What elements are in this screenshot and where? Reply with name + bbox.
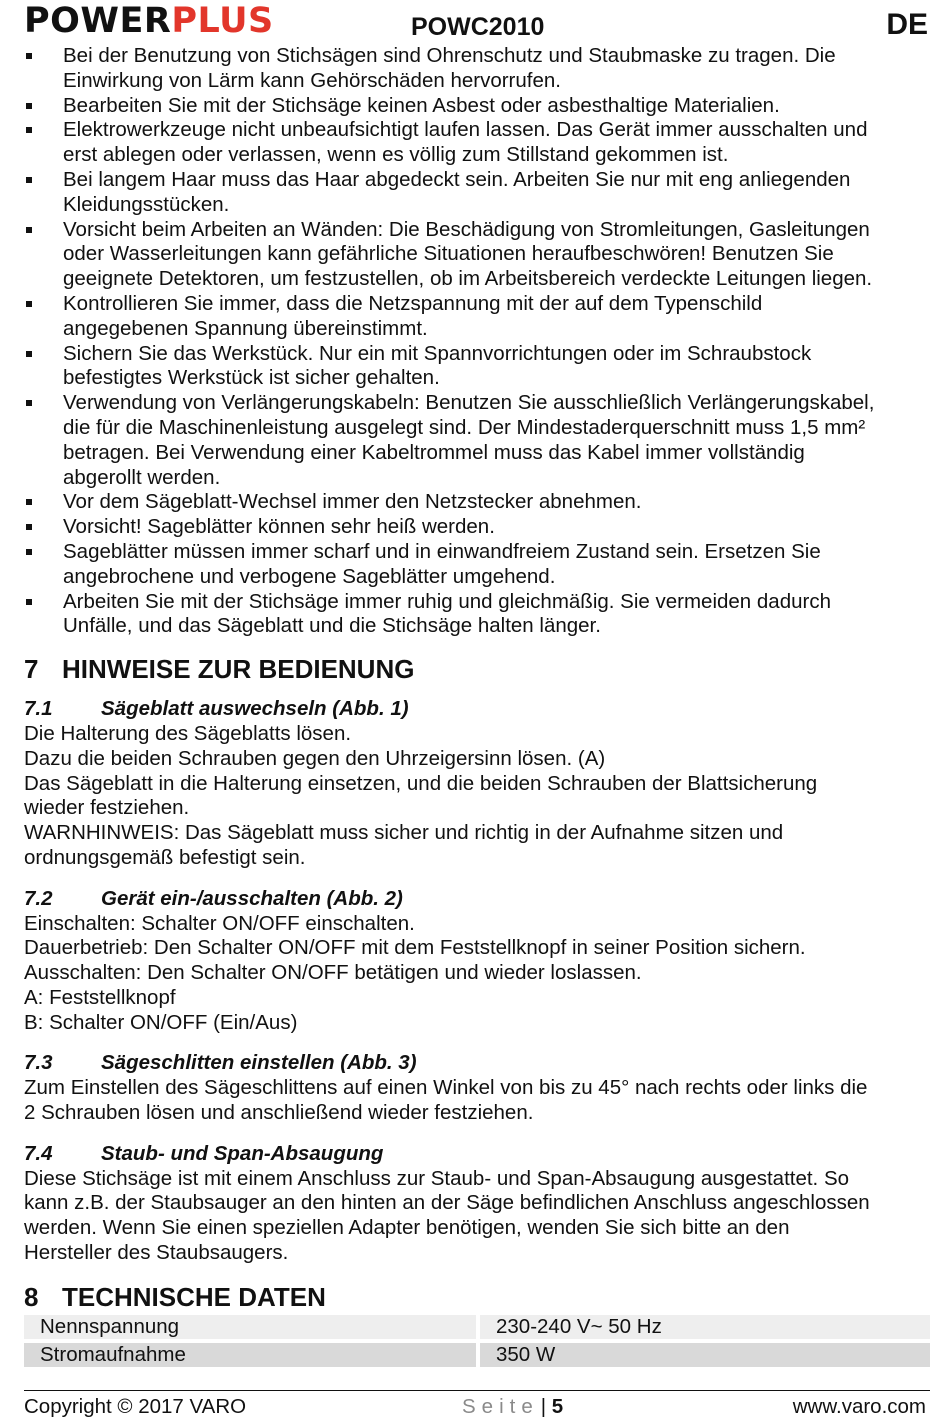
bullet-line: die für die Maschinenleistung ausgelegt sind. Der Mindestaderquerschnitt muss 1,5 mm² [63, 415, 866, 439]
subsection-heading [24, 887, 924, 912]
body-text-line: kann z.B. der Staubsauger an den hinten an der Säge befindlichen Anschluss angeschlossen [24, 1191, 870, 1215]
model-number: POWC2010 [411, 13, 545, 41]
subsection-7-3 [24, 1051, 924, 1125]
bullet-line: Einwirkung von Lärm kann Gehörschäden hervorrufen. [63, 68, 561, 92]
bullet-line: Kontrollieren Sie immer, dass die Netzspannung mit der auf dem Typenschild [63, 291, 763, 315]
bullet-line: Vorsicht beim Arbeiten an Wänden: Die Beschädigung von Stromleitungen, Gasleitungen [63, 217, 870, 241]
section-heading [24, 1281, 924, 1313]
bullet-item [24, 218, 924, 292]
brand-logo [24, 0, 274, 42]
subsection-heading [24, 1142, 924, 1167]
body-text-line: 2 Schrauben lösen und anschließend wieder festziehen. [24, 1101, 534, 1125]
subsection-heading [24, 1051, 924, 1076]
body-text-line: Das Sägeblatt in die Halterung einsetzen, und die beiden Schrauben der Blattsicherung [24, 771, 818, 795]
section-number: 7 [24, 654, 39, 685]
body-text-line: Zum Einstellen des Sägeschlittens auf einen Winkel von bis zu 45° nach rechts oder links die [24, 1076, 868, 1100]
bullet-line: erst ablegen oder verlassen, wenn es völlig zum Stillstand gekommen ist. [63, 143, 729, 167]
subsection-heading [24, 697, 924, 722]
copyright-notice: Copyright © 2017 VARO [24, 1395, 247, 1418]
bullet-line: Bei langem Haar muss das Haar abgedeckt sein. Arbeiten Sie nur mit eng anliegenden [63, 167, 851, 191]
bullet-marker [26, 599, 32, 605]
bullet-line: Unfälle, und das Sägeblatt und die Stichsäge halten länger. [63, 614, 601, 638]
bullet-marker [26, 549, 32, 555]
bullet-line: Verwendung von Verlängerungskabeln: Benutzen Sie ausschließlich Verlängerungskabel, [63, 391, 875, 415]
subsection-number: 7.4 [24, 1141, 53, 1165]
section-8 [24, 1281, 924, 1371]
bullet-marker [26, 127, 32, 133]
bullet-marker [26, 400, 32, 406]
subsection-7-1 [24, 697, 924, 871]
body-text-line: B: Schalter ON/OFF (Ein/Aus) [24, 1010, 298, 1034]
bullet-item [24, 292, 924, 342]
spec-label: Stromaufnahme [24, 1343, 476, 1367]
bullet-line: geeignete Detektoren, um festzustellen, ob im Arbeitsbereich verdeckte Leitungen liegen. [63, 267, 873, 291]
subsection-7-4 [24, 1142, 924, 1266]
body-text-line: Ausschalten: Den Schalter ON/OFF betätigen und wieder loslassen. [24, 961, 642, 985]
body-text-line: WARNHINWEIS: Das Sägeblatt muss sicher und richtig in der Aufnahme sitzen und [24, 821, 784, 845]
subsection-number: 7.2 [24, 886, 53, 910]
subsection-number: 7.3 [24, 1051, 53, 1075]
bullet-line: angebrochene und verbogene Sageblätter umgehend. [63, 564, 556, 588]
bullet-item [24, 118, 924, 168]
subsection-title: Sägeschlitten einstellen (Abb. 3) [101, 1051, 417, 1075]
logo-part-power: POWER [24, 1, 172, 41]
body-text-line: Dazu die beiden Schrauben gegen den Uhrzeigersinn lösen. (A) [24, 746, 606, 770]
body-text-line: wieder festziehen. [24, 796, 190, 820]
bullet-line: angegebenen Spannung übereinstimmt. [63, 316, 428, 340]
bullet-item [24, 590, 924, 640]
bullet-line: befestigtes Werkstück ist sicher gehalten. [63, 366, 440, 390]
bullet-marker [26, 103, 32, 109]
body-text-line: werden. Wenn Sie einen speziellen Adapter benötigen, wenden Sie sich bitte an den [24, 1216, 790, 1240]
bullet-line: Kleidungsstücken. [63, 192, 230, 216]
safety-bullet-list [24, 44, 924, 639]
spec-label: Nennspannung [24, 1315, 476, 1339]
bullet-line: Vorsicht! Sageblätter können sehr heiß werden. [63, 515, 495, 539]
body-text-line: Dauerbetrieb: Den Schalter ON/OFF mit dem Feststellknopf in seiner Position sichern. [24, 936, 806, 960]
subsection-title: Sägeblatt auswechseln (Abb. 1) [101, 697, 409, 721]
spec-row [24, 1343, 930, 1367]
bullet-item [24, 94, 924, 119]
bullet-line: Bearbeiten Sie mit der Stichsäge keinen Asbest oder asbesthaltige Materialien. [63, 93, 780, 117]
bullet-marker [26, 351, 32, 357]
bullet-line: Bei der Benutzung von Stichsägen sind Ohrenschutz und Staubmaske zu tragen. Die [63, 44, 836, 67]
logo-part-plus: PLUS [171, 1, 274, 41]
document-body [24, 44, 924, 1371]
spec-row [24, 1315, 930, 1339]
spec-value: 350 W [480, 1343, 930, 1367]
bullet-line: Arbeiten Sie mit der Stichsäge immer ruhig und gleichmäßig. Sie vermeiden dadurch [63, 589, 831, 613]
page-indicator [462, 1394, 563, 1420]
body-text-line: ordnungsgemäß befestigt sein. [24, 845, 306, 869]
bullet-line: abgerollt werden. [63, 465, 221, 489]
body-text-line: Hersteller des Staubsaugers. [24, 1241, 289, 1265]
bullet-marker [26, 227, 32, 233]
body-text-line: A: Feststellknopf [24, 985, 176, 1009]
page-word: Seite [462, 1395, 539, 1418]
bullet-line: Sageblätter müssen immer scharf und in einwandfreiem Zustand sein. Ersetzen Sie [63, 539, 821, 563]
bullet-line: betragen. Bei Verwendung einer Kabeltrommel muss das Kabel immer vollständig [63, 440, 805, 464]
page-header [0, 0, 950, 44]
bullet-line: Vor dem Sägeblatt-Wechsel immer den Netzstecker abnehmen. [63, 490, 642, 514]
footer-divider [24, 1390, 930, 1391]
bullet-line: Sichern Sie das Werkstück. Nur ein mit Spannvorrichtungen oder im Schraubstock [63, 341, 812, 365]
bullet-item [24, 540, 924, 590]
subsection-title: Gerät ein-/ausschalten (Abb. 2) [101, 886, 403, 910]
bullet-line: Elektrowerkzeuge nicht unbeaufsichtigt laufen lassen. Das Gerät immer ausschalten und [63, 118, 868, 142]
bullet-item [24, 342, 924, 392]
section-heading [24, 653, 924, 685]
website-url: www.varo.com [792, 1395, 926, 1418]
subsection-title: Staub- und Span-Absaugung [101, 1141, 384, 1165]
bullet-marker [26, 499, 32, 505]
body-text-line: Die Halterung des Sägeblatts lösen. [24, 721, 352, 745]
bullet-item [24, 515, 924, 540]
language-code: DE [886, 8, 928, 41]
bullet-item [24, 168, 924, 218]
spec-value: 230-240 V~ 50 Hz [480, 1315, 930, 1339]
bullet-marker [26, 301, 32, 307]
body-text-line: Diese Stichsäge ist mit einem Anschluss zur Staub- und Span-Absaugung ausgestattet. So [24, 1166, 850, 1190]
technical-data-table [24, 1311, 930, 1371]
page-number: 5 [551, 1395, 564, 1418]
bullet-marker [26, 177, 32, 183]
bullet-item [24, 44, 924, 94]
page-separator: | [540, 1395, 547, 1418]
subsection-number: 7.1 [24, 697, 53, 721]
section-title: HINWEISE ZUR BEDIENUNG [62, 654, 415, 685]
bullet-line: oder Wasserleitungen kann gefährliche Situationen heraufbeschwören! Benutzen Sie [63, 242, 834, 266]
section-7 [24, 653, 924, 1266]
bullet-item [24, 391, 924, 490]
bullet-marker [26, 524, 32, 530]
section-title: TECHNISCHE DATEN [62, 1281, 326, 1312]
body-text-line: Einschalten: Schalter ON/OFF einschalten. [24, 911, 415, 935]
bullet-item [24, 490, 924, 515]
section-number: 8 [24, 1281, 39, 1312]
subsection-7-2 [24, 887, 924, 1036]
bullet-marker [26, 53, 32, 59]
